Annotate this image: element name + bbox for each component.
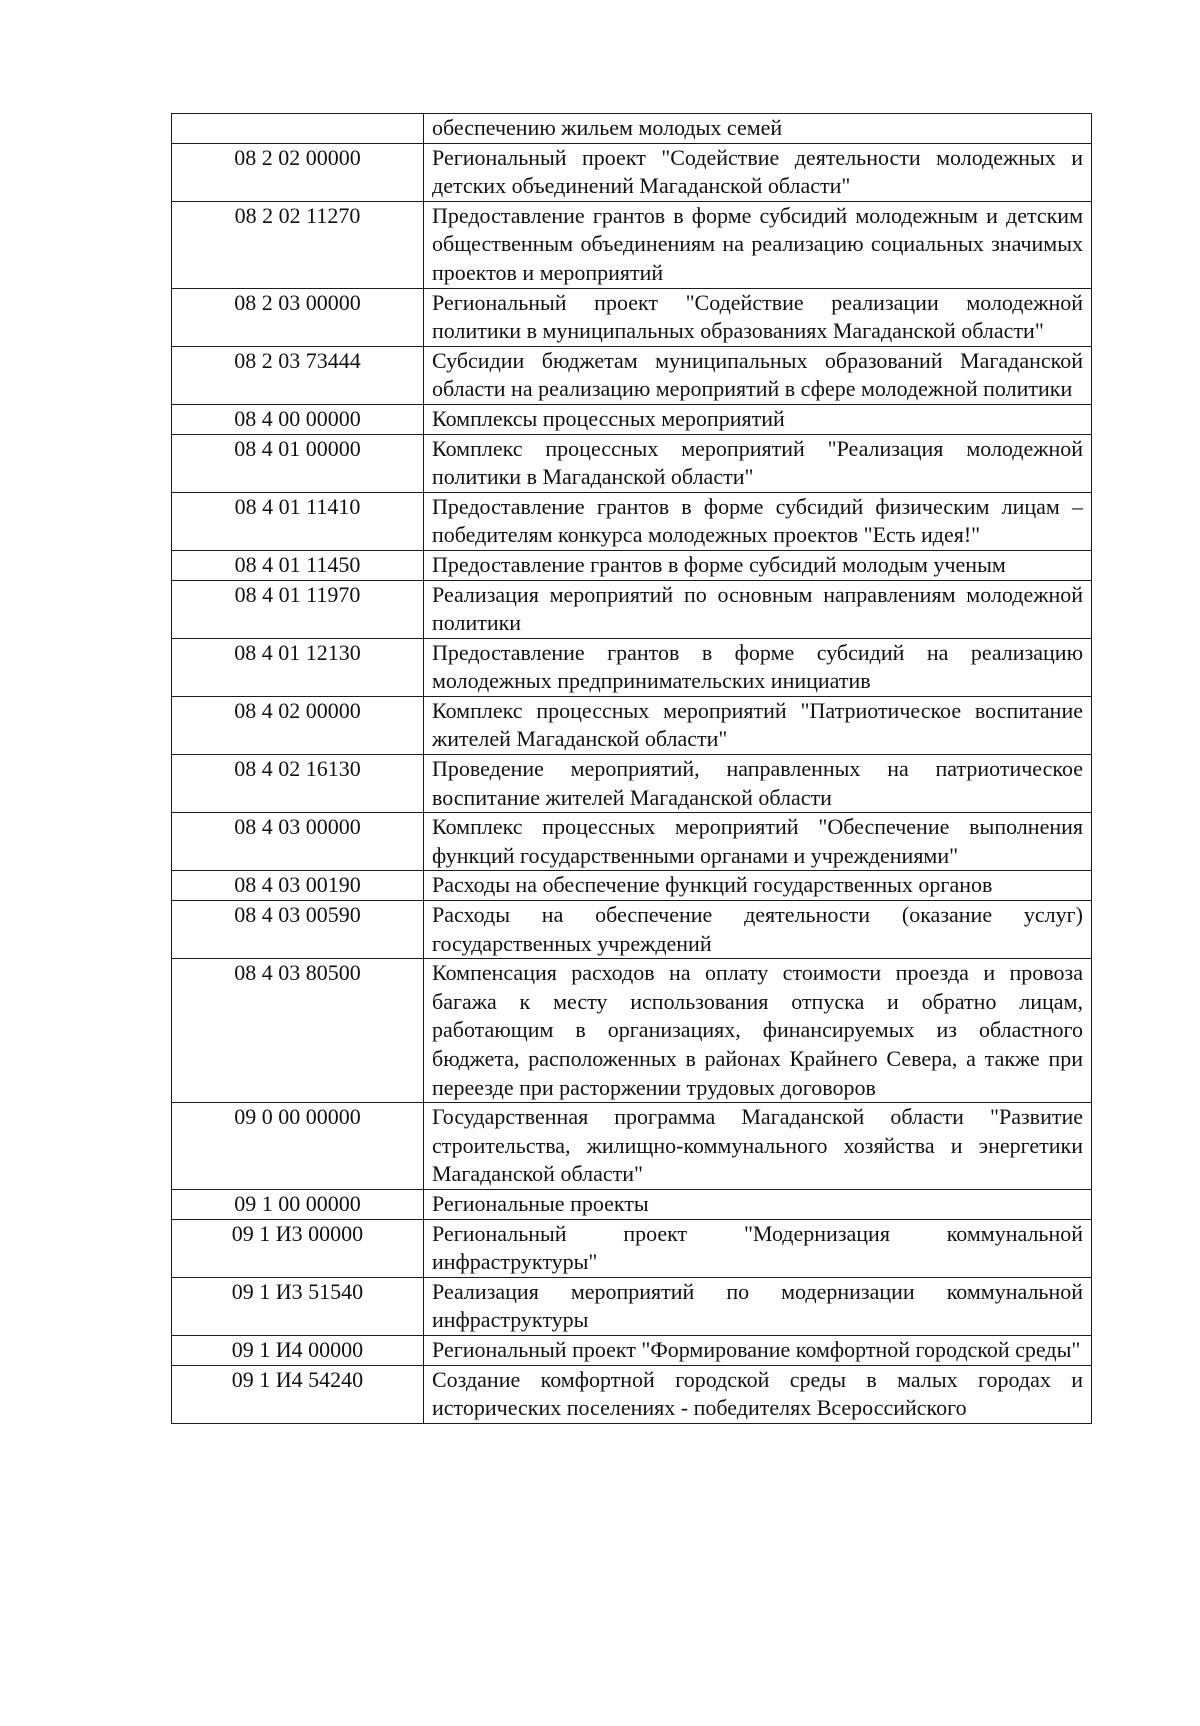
code-cell: 09 0 00 00000: [172, 1103, 424, 1190]
table-row: [172, 346, 1092, 404]
name-cell: Реализация мероприятий по модернизации коммунальной инфраструктуры: [424, 1277, 1092, 1335]
table-row: [172, 550, 1092, 580]
code-cell: 08 4 02 00000: [172, 696, 424, 754]
code-cell: 08 2 03 00000: [172, 288, 424, 346]
code-cell: 08 2 02 11270: [172, 201, 424, 288]
code-cell: 08 4 01 11970: [172, 580, 424, 638]
name-cell: Комплекс процессных мероприятий "Патриотическое воспитание жителей Магаданской области": [424, 696, 1092, 754]
table-row: [172, 901, 1092, 959]
table-row: [172, 580, 1092, 638]
code-cell: 08 4 01 11410: [172, 492, 424, 550]
code-cell: 08 4 03 00000: [172, 813, 424, 871]
code-cell: 09 1 И3 00000: [172, 1219, 424, 1277]
name-cell: Создание комфортной городской среды в малых городах и исторических поселениях - победителях Всероссийского: [424, 1365, 1092, 1423]
name-cell: Предоставление грантов в форме субсидий молодым ученым: [424, 550, 1092, 580]
name-cell: Комплекс процессных мероприятий "Реализация молодежной политики в Магаданской области": [424, 434, 1092, 492]
table-row: [172, 492, 1092, 550]
name-cell: Региональный проект "Содействие деятельности молодежных и детских объединений Магаданской области": [424, 143, 1092, 201]
table-row: [172, 813, 1092, 871]
table-row: [172, 959, 1092, 1103]
table-row: [172, 1103, 1092, 1190]
name-cell: Предоставление грантов в форме субсидий на реализацию молодежных предпринимательских инициатив: [424, 638, 1092, 696]
name-cell: Проведение мероприятий, направленных на патриотическое воспитание жителей Магаданской области: [424, 755, 1092, 813]
name-cell: Реализация мероприятий по основным направлениям молодежной политики: [424, 580, 1092, 638]
name-cell: Субсидии бюджетам муниципальных образований Магаданской области на реализацию мероприятий в сфере молодежной политики: [424, 346, 1092, 404]
table-row: [172, 696, 1092, 754]
name-cell: обеспечению жильем молодых семей: [424, 114, 1092, 144]
code-cell: 08 4 00 00000: [172, 404, 424, 434]
table-row: [172, 404, 1092, 434]
code-cell: 09 1 И3 51540: [172, 1277, 424, 1335]
budget-code-table: [171, 113, 1092, 1424]
table-row: [172, 871, 1092, 901]
name-cell: Расходы на обеспечение функций государственных органов: [424, 871, 1092, 901]
code-cell: 08 4 03 00590: [172, 901, 424, 959]
code-cell: 08 4 01 12130: [172, 638, 424, 696]
code-cell: 08 4 03 00190: [172, 871, 424, 901]
code-cell: 09 1 00 00000: [172, 1189, 424, 1219]
table-row: [172, 434, 1092, 492]
code-cell: 08 4 01 11450: [172, 550, 424, 580]
table-row: [172, 143, 1092, 201]
table-row: [172, 288, 1092, 346]
table-row: [172, 638, 1092, 696]
code-cell: 08 4 01 00000: [172, 434, 424, 492]
table-row: [172, 1219, 1092, 1277]
name-cell: Региональный проект "Модернизация коммунальной инфраструктуры": [424, 1219, 1092, 1277]
name-cell: Региональный проект "Содействие реализации молодежной политики в муниципальных образованиях Магаданской области": [424, 288, 1092, 346]
name-cell: Предоставление грантов в форме субсидий физическим лицам – победителям конкурса молодежных проектов "Есть идея!": [424, 492, 1092, 550]
name-cell: Предоставление грантов в форме субсидий молодежным и детским общественным объединениям на реализацию социальных значимых проектов и мероприятий: [424, 201, 1092, 288]
table-row: [172, 1335, 1092, 1365]
name-cell: Расходы на обеспечение деятельности (оказание услуг) государственных учреждений: [424, 901, 1092, 959]
name-cell: Комплекс процессных мероприятий "Обеспечение выполнения функций государственными органами и учреждениями": [424, 813, 1092, 871]
name-cell: Комплексы процессных мероприятий: [424, 404, 1092, 434]
code-cell: 08 2 02 00000: [172, 143, 424, 201]
name-cell: Региональный проект "Формирование комфортной городской среды": [424, 1335, 1092, 1365]
table-body: [172, 114, 1092, 1424]
code-cell: 09 1 И4 00000: [172, 1335, 424, 1365]
code-cell: 09 1 И4 54240: [172, 1365, 424, 1423]
name-cell: Компенсация расходов на оплату стоимости проезда и провоза багажа к месту использования отпуска и обратно лицам, работающим в организациях, финансируемых из областного бюджета, расположенных в районах Крайнего Севера, а также при переезде при расторжении трудовых договоров: [424, 959, 1092, 1103]
code-cell: [172, 114, 424, 144]
name-cell: Региональные проекты: [424, 1189, 1092, 1219]
code-cell: 08 2 03 73444: [172, 346, 424, 404]
table-row: [172, 1365, 1092, 1423]
table-row: [172, 114, 1092, 144]
table-row: [172, 1277, 1092, 1335]
table-row: [172, 201, 1092, 288]
code-cell: 08 4 03 80500: [172, 959, 424, 1103]
table-row: [172, 755, 1092, 813]
name-cell: Государственная программа Магаданской области "Развитие строительства, жилищно-коммунального хозяйства и энергетики Магаданской области": [424, 1103, 1092, 1190]
code-cell: 08 4 02 16130: [172, 755, 424, 813]
table-row: [172, 1189, 1092, 1219]
